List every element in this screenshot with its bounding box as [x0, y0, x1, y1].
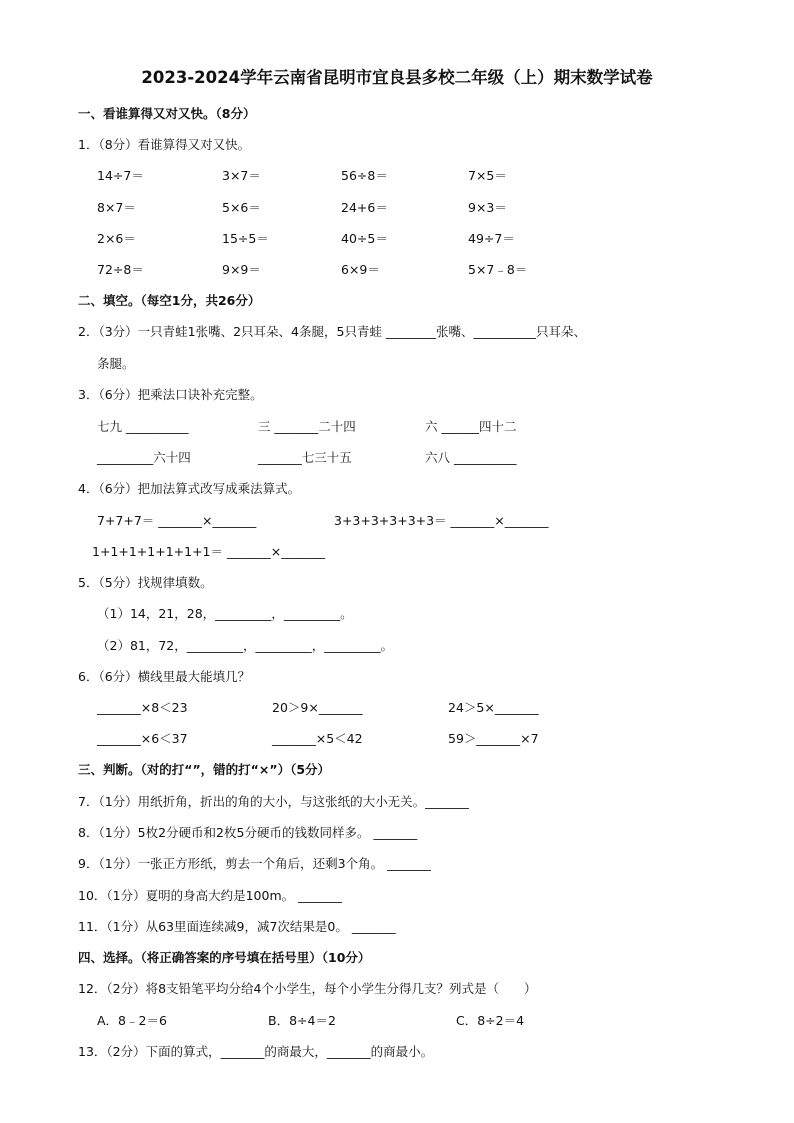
- fill-blank-item: 3+3+3+3+3+3＝ _______×_______: [334, 513, 549, 528]
- calc-item: 7×5＝: [468, 168, 507, 183]
- fill-blank-item: _______×8＜23: [97, 700, 188, 715]
- fill-blank-item: 59＞_______×7: [448, 731, 539, 746]
- calc-item: 3×7＝: [222, 168, 261, 183]
- section-heading-3: 三、判断。（对的打“”，错的打“×”）（5分）: [78, 762, 331, 777]
- calc-item: 56÷8＝: [341, 168, 388, 183]
- choice-option-a: A．8﹣2＝6: [97, 1013, 167, 1028]
- calc-item: 14÷7＝: [97, 168, 144, 183]
- calc-item: 24+6＝: [341, 200, 388, 215]
- calc-item: 2×6＝: [97, 231, 136, 246]
- calc-item: 8×7＝: [97, 200, 136, 215]
- question-13-stem: 13．（2分）下面的算式，_______的商最大，_______的商最小。: [78, 1044, 434, 1059]
- true-false-item: 8．（1分）5枚2分硬币和2枚5分硬币的钱数同样多。 _______: [78, 825, 418, 840]
- fill-blank-item: 24＞5×_______: [448, 700, 539, 715]
- section-heading-1: 一、看谁算得又对又快。（8分）: [78, 106, 256, 121]
- question-2-line1: 2．（3分）一只青蛙1张嘴、2只耳朵、4条腿，5只青蛙 ________张嘴、__________只耳朵、: [78, 324, 586, 339]
- fill-blank-item: 7+7+7＝ _______×_______: [97, 513, 257, 528]
- fill-blank-item: 六八 __________: [425, 450, 517, 465]
- true-false-item: 10．（1分）夏明的身高大约是100m。 _______: [78, 888, 342, 903]
- true-false-item: 9．（1分）一张正方形纸，剪去一个角后，还剩3个角。 _______: [78, 856, 431, 871]
- fill-blank-item: 三 _______二十四: [258, 419, 356, 434]
- choice-option-c: C．8÷2＝4: [456, 1013, 525, 1028]
- question-5-stem: 5．（5分）找规律填数。: [78, 575, 213, 590]
- fill-blank-item: 1+1+1+1+1+1+1＝ _______×_______: [92, 544, 325, 559]
- fill-blank-item: _______七三十五: [258, 450, 352, 465]
- fill-blank-item: 20＞9×_______: [272, 700, 363, 715]
- section-heading-4: 四、选择。（将正确答案的序号填在括号里）（10分）: [78, 950, 371, 965]
- calc-item: 9×3＝: [468, 200, 507, 215]
- fill-blank-item: 六 ______四十二: [425, 419, 517, 434]
- calc-item: 40÷5＝: [341, 231, 388, 246]
- fill-blank-item: _________六十四: [97, 450, 191, 465]
- calc-item: 9×9＝: [222, 262, 261, 277]
- question-2-line2: 条腿。: [97, 356, 135, 371]
- calc-item: 5×7﹣8＝: [468, 262, 528, 277]
- fill-blank-item: _______×6＜37: [97, 731, 188, 746]
- page-title: 2023-2024学年云南省昆明市宜良县多校二年级（上）期末数学试卷: [141, 68, 653, 87]
- question-4-stem: 4．（6分）把加法算式改写成乘法算式。: [78, 481, 301, 496]
- calc-item: 72÷8＝: [97, 262, 144, 277]
- choice-option-b: B．8÷4＝2: [268, 1013, 336, 1028]
- calc-item: 49÷7＝: [468, 231, 515, 246]
- fill-blank-item: 七九 __________: [97, 419, 189, 434]
- question-6-stem: 6．（6分）横线里最大能填几？: [78, 669, 251, 684]
- fill-blank-item: （1）14，21，28，_________，_________。: [97, 606, 353, 621]
- true-false-item: 7．（1分）用纸折角，折出的角的大小，与这张纸的大小无关。_______: [78, 794, 469, 809]
- fill-blank-item: （2）81，72，_________，_________，_________。: [97, 638, 394, 653]
- question-12-stem: 12．（2分）将8支铅笔平均分给4个小学生，每个小学生分得几支？列式是（ ）: [78, 981, 537, 996]
- calc-item: 6×9＝: [341, 262, 380, 277]
- calc-item: 5×6＝: [222, 200, 261, 215]
- section-heading-2: 二、填空。（每空1分，共26分）: [78, 293, 261, 308]
- true-false-item: 11．（1分）从63里面连续减9，减7次结果是0。 _______: [78, 919, 396, 934]
- fill-blank-item: _______×5＜42: [272, 731, 363, 746]
- question-3-stem: 3．（6分）把乘法口诀补充完整。: [78, 387, 263, 402]
- calc-item: 15÷5＝: [222, 231, 269, 246]
- question-1-stem: 1．（8分）看谁算得又对又快。: [78, 137, 251, 152]
